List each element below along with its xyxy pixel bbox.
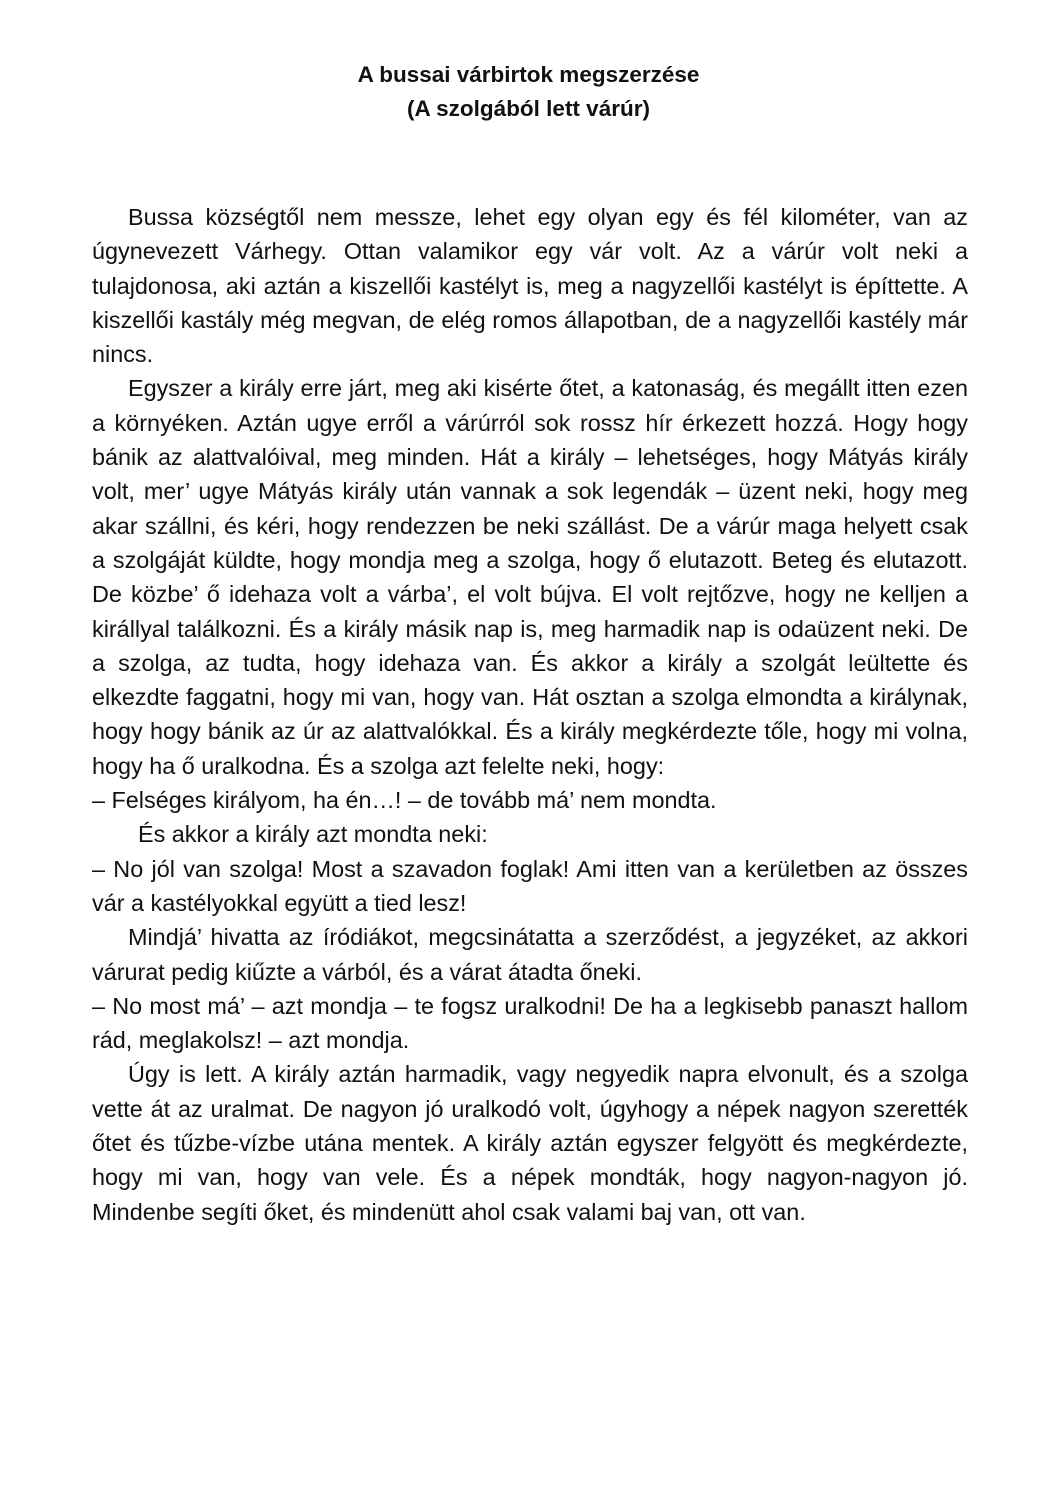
dialogue-line: – No most má’ – azt mondja – te fogsz uralkodni! De ha a legkisebb panaszt hallom rád, meglakolsz! – azt mondja. (92, 992, 968, 1054)
document-subtitle: (A szolgából lett várúr) (407, 96, 650, 121)
document-body (92, 200, 968, 1229)
paragraph: Úgy is lett. A király aztán harmadik, vagy negyedik napra elvonult, és a szolga vette át az uralmat. De nagyon jó uralkodó volt, úgyhogy a népek nagyon szerették őtet és tűzbe-vízbe utána mentek. A király aztán egyszer felgyött és megkérdezte, hogy mi van, hogy van vele. És a népek mondták, hogy nagyon-nagyon jó. Mindenbe segíti őket, és mindenütt ahol csak valami baj van, ott van. (92, 1061, 968, 1225)
paragraph: Mindjá’ hivatta az íródiákot, megcsinátatta a szerződést, a jegyzéket, az akkori várurat pedig kiűzte a várból, és a várat átadta őneki. (92, 924, 968, 985)
dialogue-line: – No jól van szolga! Most a szavadon foglak! Ami itten van a kerületben az összes vár a kastélyokkal együtt a tied lesz! (92, 855, 968, 916)
document-title: A bussai várbirtok megszerzése (357, 62, 700, 87)
paragraph: Bussa községtől nem messze, lehet egy olyan egy és fél kilométer, van az úgynevezett Várhegy. Ottan valamikor egy vár volt. Az a várúr volt neki a tulajdonosa, aki aztán a kiszellői kastélyt is, meg a nagyzellői kastélyt is építtette. A kiszellői kastály még megvan, de elég romos állapotban, de a nagyzellői kastély már nincs. (92, 204, 968, 368)
title-block (0, 58, 1057, 126)
paragraph: És akkor a király azt mondta neki: (138, 821, 488, 848)
dialogue-line: – Felséges királyom, ha én…! – de tovább má’ nem mondta. (92, 787, 717, 814)
paragraph: Egyszer a király erre járt, meg aki kisérte őtet, a katonaság, és megállt itten ezen a környéken. Aztán ugye erről a várúrról sok rossz hír érkezett hozzá. Hogy hogy bánik az alattvalóival, meg minden. Hát a király – lehetséges, hogy Mátyás király volt, mer’ ugye Mátyás király után vannak a sok legendák – üzent neki, hogy meg akar szállni, és kéri, hogy rendezzen be neki szállást. De a várúr maga helyett csak a szolgáját küldte, hogy mondja meg a szolga, hogy ő elutazott. Beteg és elutazott. De közbe’ ő idehaza volt a várba’, el volt bújva. El volt rejtőzve, hogy ne kelljen a királlyal találkozni. És a király másik nap is, meg harmadik nap is odaüzent neki. De a szolga, az tudta, hogy idehaza van. És akkor a király a szolgát leültette és elkezdte faggatni, hogy mi van, hogy van. Hát osztan a szolga elmondta a királynak, hogy hogy bánik az úr az alattvalókkal. És a király megkérdezte tőle, hogy mi volna, hogy ha ő uralkodna. És a szolga azt felelte neki, hogy: (92, 375, 968, 779)
